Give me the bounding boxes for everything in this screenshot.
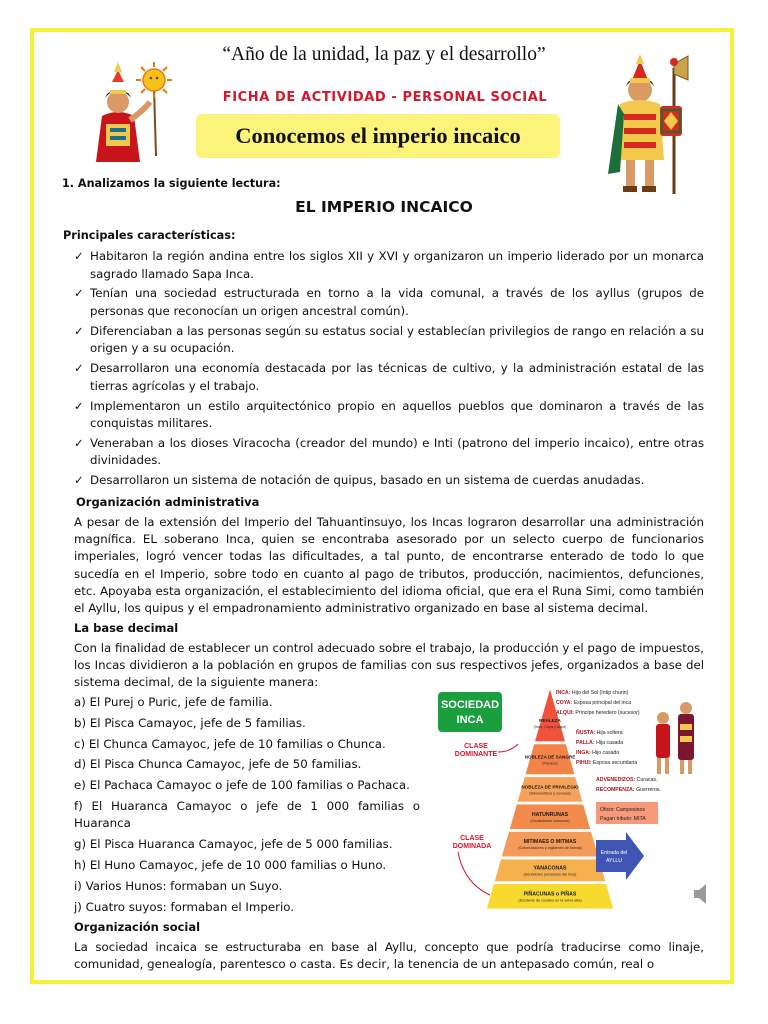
note-mid-1: PALLA: Hija casada [576, 740, 624, 746]
list-item [74, 248, 704, 283]
society-badge [438, 692, 502, 732]
dominant-class-label-2: DOMINANTE [454, 751, 498, 758]
checkmark-icon: ✓ [74, 249, 84, 263]
note-top-1: COYA: Esposa principal del inca [556, 700, 632, 706]
note-mid-3: PIHUI: Esposa secundaria [576, 760, 638, 766]
list-item-text: Tenían una sociedad estructurada en torno a la vida comunal, a través de los ayllus (grupos de personas que reconocían un origen ancestral común). [90, 286, 704, 318]
note-mid-0: ÑUSTA: Hija soltera [576, 730, 623, 736]
list-item-text: Habitaron la región andina entre los siglos XII y XVI y organizaron un imperio liderado por un monarca sagrado llamado Sapa Inca. [90, 249, 704, 281]
social-organization-heading: Organización social [74, 920, 201, 934]
dominated-class-label-2: DOMINADA [452, 843, 492, 850]
checkmark-icon: ✓ [74, 323, 84, 338]
checkmark-icon: ✓ [74, 473, 84, 488]
entrada-line-1: Entrada del [600, 850, 628, 856]
pyramid-layer-label: MITIMAES O MITMAS [523, 839, 577, 846]
pyramid-layer-sublabel: (Ciudadanos comunes) [530, 818, 570, 823]
pyramid-layer-sublabel: (Esclavos de cocales en la selva alta) [518, 898, 582, 903]
list-item: j) Cuatro suyos: formaban el Imperio. [74, 899, 295, 914]
pyramid-layer-sublabel: (Colonizadores y vigilantes de tierras) [518, 846, 582, 851]
badge-line-1: SOCIEDAD [440, 699, 500, 711]
decimal-base-text: Con la finalidad de establecer un control adecuado sobre el trabajo, la producción y el pago de impuestos, los Incas dividieron a la población en grupos de familias con sus respectivos jefes, organizados a base del sistema decimal, de la siguiente manera: [74, 641, 704, 690]
inca-couple-illustration [656, 702, 694, 774]
list-item: d) El Pisca Chunca Camayoc, jefe de 50 familias. [74, 757, 362, 772]
list-item: f) El Huaranca Camayoc o jefe de 1 000 familias o Huaranca [74, 798, 420, 831]
list-item-text: Desarrollaron un sistema de notación de quipus, basado en un sistema de cuerdas anudadas. [90, 473, 645, 488]
note-adv-0: ADVENEDIZOS: Curacas. [596, 777, 658, 783]
inca-society-pyramid-diagram [428, 684, 712, 916]
dominated-class-label-1: CLASE [460, 835, 484, 842]
characteristics-list [74, 248, 704, 492]
admin-organization-text: A pesar de la extensión del Imperio del Tahuantinsuyo, los Incas lograron desarrollar una administración magnífica. EL soberano Inca, quien se encontraba asesorado por un selecto cuerpo de funcionarios imperiales, logró vencer todas las dificultades, a tal punto, de encontrarse enterado de todo lo que sucedía en el Imperio, sobre todo en cuanto al pago de tributos, producción, nacimientos, defunciones, etc. Apoyaba esta organización, el establecimiento del idioma oficial, que era el Runa Simi, como también el Ayllu, los quipus y el empadronamiento administrativo organizado en base al sistema decimal. [74, 515, 704, 616]
checkmark-icon: ✓ [74, 286, 84, 301]
pyramid-layer-label: REALEZA [539, 717, 561, 723]
list-item: a) El Purej o Puric, jefe de familia. [74, 695, 273, 709]
section-1-heading: 1. Analizamos la siguiente lectura: [62, 177, 281, 190]
note-adv-1: RECOMPENZA: Guerreros. [596, 787, 661, 793]
list-item [74, 398, 704, 433]
inca-warrior-right-illustration [590, 54, 702, 202]
pyramid-layers [486, 688, 613, 909]
year-motto: “Año de la unidad, la paz y el desarrollo” [222, 44, 546, 65]
pyramid-layer-sublabel: (Servidores perpetuos del inca) [523, 872, 577, 877]
note-top-0: INCA: Hijo del Sol (Intip churin) [556, 690, 629, 696]
list-item: h) El Huno Camayoc, jefe de 10 000 familias o Huno. [74, 858, 387, 873]
list-item: i) Varios Hunos: formaban un Suyo. [74, 878, 283, 893]
characteristics-heading: Principales características: [63, 229, 236, 242]
list-item-text: Desarrollaron una economía destacada por las técnicas de cultivo, y la administración estatal de las tierras agrícolas y el trabajo. [90, 361, 704, 393]
list-item-text: Implementaron un estilo arquitectónico propio en aquellos pueblos que dominaron a través de las conquistas militares. [90, 398, 704, 431]
pyramid-layer-sublabel: (Inca, Coya y Alqui) [533, 724, 567, 729]
activity-sheet-label: FICHA DE ACTIVIDAD - PERSONAL SOCIAL [222, 90, 548, 105]
list-item [74, 285, 704, 320]
pyramid-layer-label: HATUNRUNAS [531, 811, 569, 818]
decimal-levels-list [74, 694, 424, 919]
list-item: e) El Pachaca Camayoc o jefe de 100 familias o Pachaca. [74, 778, 410, 793]
list-item: c) El Chunca Camayoc, jefe de 10 familias o Chunca. [74, 736, 386, 751]
inca-figure-left-illustration [74, 58, 194, 166]
pyramid-layer-sublabel: (Panaca) [542, 761, 558, 766]
admin-organization-heading: Organización administrativa [76, 495, 260, 509]
checkmark-icon: ✓ [74, 398, 84, 413]
list-item [74, 435, 704, 470]
list-item-text: Veneraban a los dioses Viracocha (creador del mundo) e Inti (patrono del imperio incaico), entre otras divinidades. [90, 435, 704, 468]
pyramid-layer-label: NOBLEZA DE PRIVILEGIO [521, 784, 579, 790]
note-mid-2: INGA: Hijo casado [576, 750, 620, 756]
checkmark-icon: ✓ [74, 361, 84, 376]
badge-line-2: INCA [456, 714, 484, 726]
pyramid-layer-sublabel: (Advenedizos y curacas) [529, 791, 571, 796]
pyramid-layer-label: YANACONAS [533, 865, 567, 872]
list-item [74, 472, 704, 490]
note-top-2: ALQUI: Príncipe heredero (sucesor) [556, 710, 640, 716]
list-item [74, 360, 704, 395]
oficio-line-1: Oficio: Campesinos [600, 807, 645, 813]
list-item [74, 323, 704, 358]
list-item: b) El Pisca Camayoc, jefe de 5 familias. [74, 715, 306, 730]
social-organization-text: La sociedad incaica se estructuraba en base al Ayllu, concepto que podría traducirse como linaje, comunidad, genealogía, parentesco o casta. Es decir, la tenencia de un antepasado común, real o [74, 940, 704, 972]
page-title [196, 114, 560, 158]
speaker-icon [694, 884, 706, 904]
oficio-line-2: Pagan tributo: MITA [600, 816, 646, 822]
pyramid-layer-label: PIÑACUNAS o PIÑAS [523, 891, 577, 898]
entrada-line-2: AYLLU [605, 858, 623, 864]
pyramid-layer-label: NOBLEZA DE SANGRE [524, 754, 576, 760]
reading-title: EL IMPERIO INCAICO [295, 198, 473, 216]
dominant-class-label-1: CLASE [464, 743, 488, 750]
page-title-text: Conocemos el imperio incaico [235, 123, 521, 148]
list-item: g) El Pisca Huaranca Camayoc, jefe de 5 000 familias. [74, 837, 393, 852]
list-item-text: Diferenciaban a las personas según su estatus social y establecían privilegios de rango en relación a su origen y a su ocupación. [90, 323, 704, 356]
checkmark-icon: ✓ [74, 435, 84, 450]
decimal-base-heading: La base decimal [74, 621, 179, 635]
